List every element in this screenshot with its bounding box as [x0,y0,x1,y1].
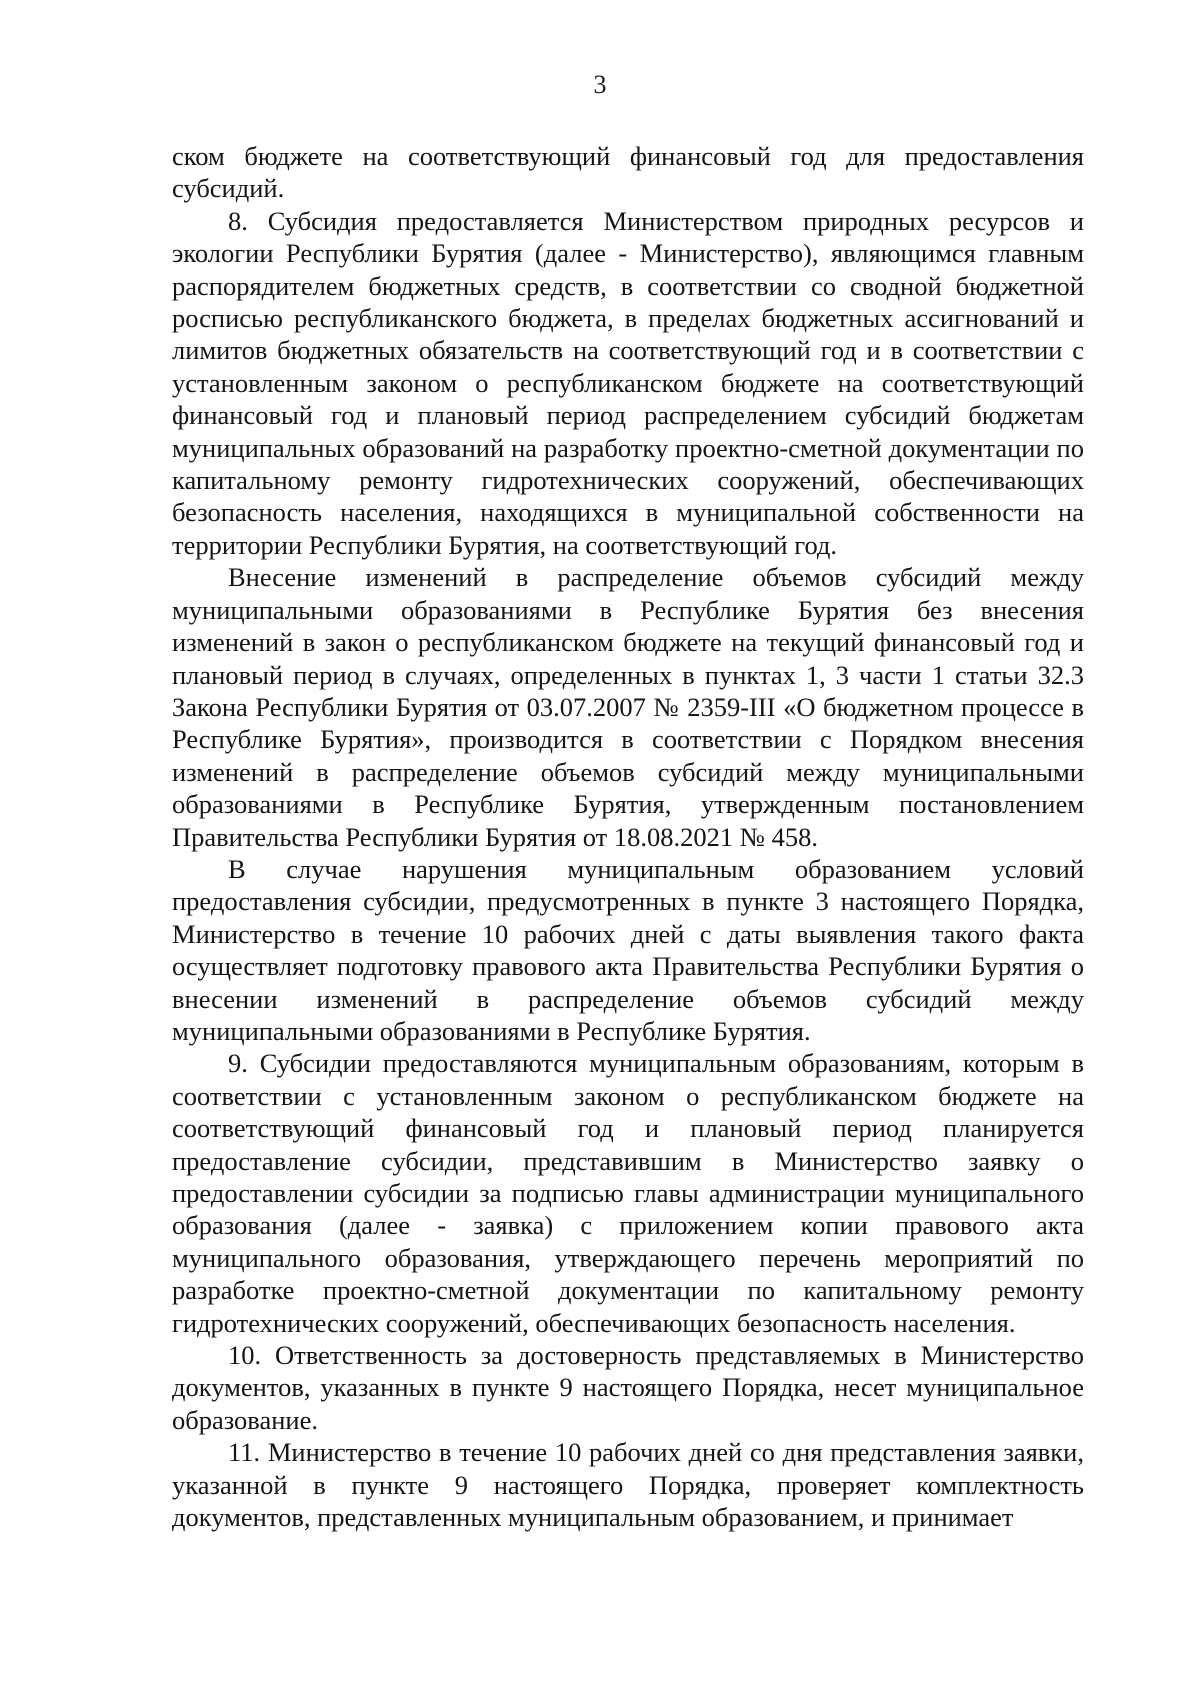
paragraph-changes-distribution: Внесение изменений в распределение объемов субсидий между муниципальными образованиями в Республике Бурятия без внесения изменений в закон о республиканском бюджете на текущий финансовый год и плановый период в случаях, определенных в пунктах 1, 3 части 1 статьи 32.3 Закона Республики Бурятия от 03.07.2007 № 2359-III «О бюджетном процессе в Республике Бурятия», производится в соответствии с Порядком внесения изменений в распределение объемов субсидий между муниципальными образованиями в Республике Бурятия, утвержденным постановлением Правительства Республики Бурятия от 18.08.2021 № 458. [172,562,1084,852]
paragraph-continuation: ском бюджете на соответствующий финансовый год для предоставления субсидий. [172,141,1084,204]
page-number: 3 [593,70,607,99]
paragraph-clause-11: 11. Министерство в течение 10 рабочих дней со дня представления заявки, указанной в пункте 9 настоящего Порядка, проверяет комплектность документов, представленных муниципальным образованием, и принимает [172,1437,1084,1533]
paragraph-clause-10: 10. Ответственность за достоверность представляемых в Министерство документов, указанных в пункте 9 настоящего Порядка, несет муниципальное образование. [172,1340,1084,1435]
paragraph-violation-case: В случае нарушения муниципальным образованием условий предоставления субсидии, предусмотренных в пункте 3 настоящего Порядка, Министерство в течение 10 рабочих дней с даты выявления такого факта осуществляет подготовку правового акта Правительства Республики Бурятия о внесении изменений в распределение объемов субсидий между муниципальными образованиями в Республике Бурятия. [172,853,1084,1046]
paragraph-clause-8: 8. Субсидия предоставляется Министерством природных ресурсов и экологии Республики Бурятия (далее - Министерство), являющимся главным распорядителем бюджетных средств, в соответствии со сводной бюджетной росписью республиканского бюджета, в пределах бюджетных ассигнований и лимитов бюджетных обязательств на соответствующий год и в соответствии с установленным законом о республиканском бюджете на соответствующий финансовый год и плановый период распределением субсидий бюджетам муниципальных образований на разработку проектно-сметной документации по капитальному ремонту гидротехнических сооружений, обеспечивающих безопасность населения, находящихся в муниципальной собственности на территории Республики Бурятия, на соответствующий год. [172,205,1084,560]
document-body [172,140,1084,1533]
paragraph-clause-9: 9. Субсидии предоставляются муниципальным образованиям, которым в соответствии с установленным законом о республиканском бюджете на соответствующий финансовый год и плановый период планируется предоставление субсидии, представившим в Министерство заявку о предоставлении субсидии за подписью главы администрации муниципального образования (далее - заявка) с приложением копии правового акта муниципального образования, утверждающего перечень мероприятий по разработке проектно-сметной документации по капитальному ремонту гидротехнических сооружений, обеспечивающих безопасность населения. [172,1048,1084,1338]
